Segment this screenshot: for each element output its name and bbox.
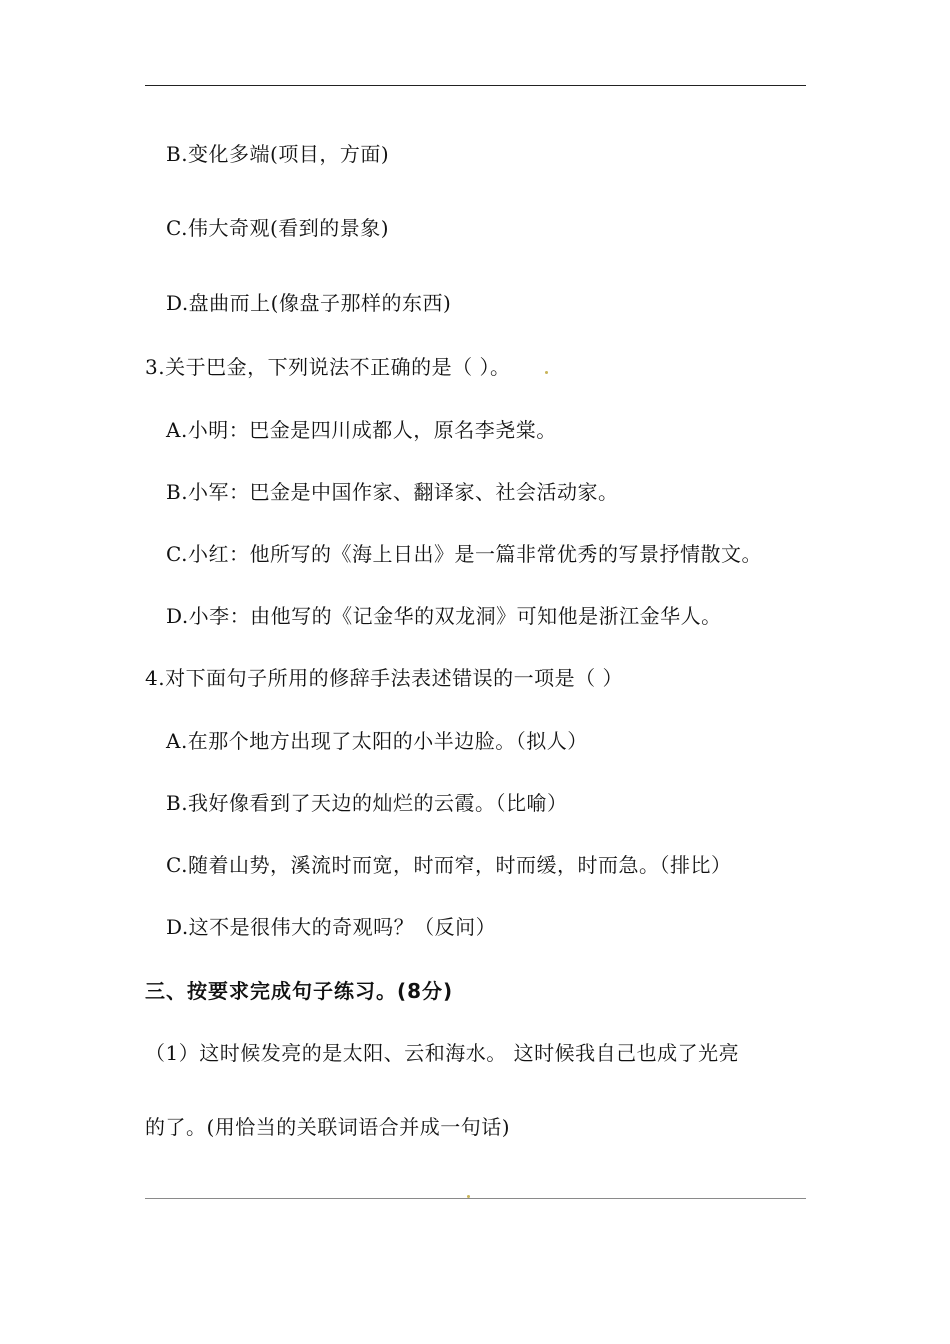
- q3-option-c: C.小红：他所写的《海上日出》是一篇非常优秀的写景抒情散文。: [166, 542, 762, 566]
- q3-stem: 3.关于巴金，下列说法不正确的是（ ）。: [145, 355, 511, 379]
- q4-option-a: A.在那个地方出现了太阳的小半边脸。（拟人）: [166, 729, 588, 753]
- q4-option-d: D.这不是很伟大的奇观吗？（反问）: [166, 915, 497, 939]
- q2-option-d: D.盘曲而上(像盘子那样的东西): [166, 291, 452, 315]
- section3-heading: 三、按要求完成句子练习。(8分): [145, 979, 454, 1003]
- speck: [545, 371, 548, 374]
- header-rule: [145, 85, 806, 86]
- q4-stem: 4.对下面句子所用的修辞手法表述错误的一项是（ ）: [145, 666, 623, 690]
- section3-q1-line2: 的了。(用恰当的关联词语合并成一句话): [145, 1115, 511, 1139]
- q2-option-b: B.变化多端(项目，方面): [166, 142, 390, 166]
- q3-option-d: D.小李：由他写的《记金华的双龙洞》可知他是浙江金华人。: [166, 604, 722, 628]
- q3-option-a: A.小明：巴金是四川成都人，原名李尧棠。: [166, 418, 557, 442]
- speck: [467, 1195, 470, 1198]
- q2-option-c: C.伟大奇观(看到的景象): [166, 216, 390, 240]
- answer-line: [145, 1198, 806, 1199]
- q4-option-c: C.随着山势，溪流时而宽，时而窄，时而缓，时而急。（排比）: [166, 853, 732, 877]
- section3-q1-line1: （1）这时候发亮的是太阳、云和海水。 这时候我自己也成了光亮: [145, 1041, 740, 1065]
- q3-option-b: B.小军：巴金是中国作家、翻译家、社会活动家。: [166, 480, 619, 504]
- q4-option-b: B.我好像看到了天边的灿烂的云霞。（比喻）: [166, 791, 568, 815]
